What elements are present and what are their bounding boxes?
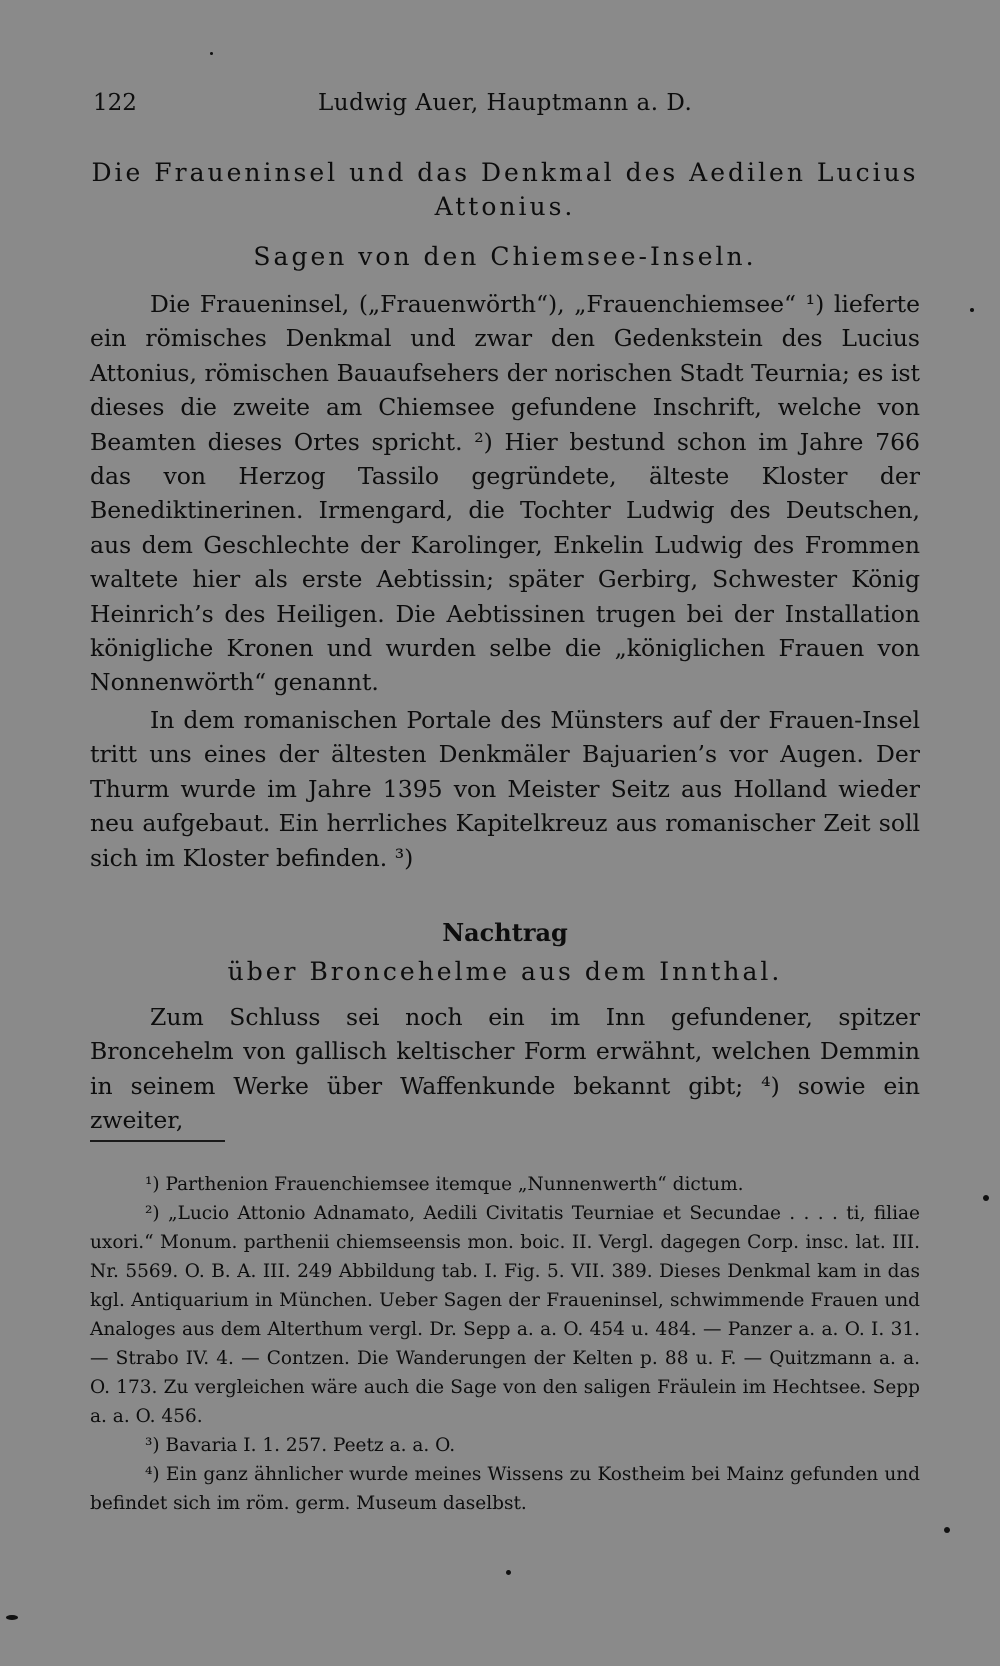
footnote: ⁴) Ein ganz ähnlicher wurde meines Wissens zu Kostheim bei Mainz gefunden und befindet sich im röm. germ. Museum daselbst. xyxy=(90,1464,920,1514)
footnotes xyxy=(90,1170,920,1518)
footnote-divider xyxy=(90,1140,225,1142)
page-number: 122 xyxy=(93,90,137,116)
body-paragraph: Die Fraueninsel, („Frauenwörth“), „Frauenchiemsee“ ¹) lieferte ein römisches Denkmal und zwar den Gedenkstein des Lucius Attonius, römischen Bauaufsehers der norischen Stadt Teurnia; es ist dieses die zweite am Chiemsee gefundene Inschrift, welche von Beamten dieses Ortes spricht. ²) Hier bestund schon im Jahre 766 das von Herzog Tassilo gegründete, älteste Kloster der Benediktinerinen. Irmengard, die Tochter Ludwig des Deutschen, aus dem Geschlechte der Karolinger, Enkelin Ludwig des Frommen waltete hier als erste Aebtissin; später Gerbirg, Schwester König Heinrich’s des Heiligen. Die Aebtissinen trugen bei der Installation königliche Kronen und wurden selbe die „königlichen Frauen von Nonnenwörth“ genannt. xyxy=(90,290,920,697)
footnote: ²) „Lucio Attonio Adnamato, Aedili Civitatis Teurniae et Secundae . . . . ti, filiae uxori.“ Monum. parthenii chiemseensis mon. boic. II. Vergl. dagegen Corp. insc. lat. III. Nr. 5569. O. B. A. III. 249 Abbildung tab. I. Fig. 5. VII. 389. Dieses Denkmal kam in das kgl. Antiquarium in München. Ueber Sagen der Fraueninsel, schwimmende Frauen und Analoges aus dem Alterthum vergl. Dr. Sepp a. a. O. 454 u. 484. — Panzer a. a. O. I. 31. — Strabo IV. 4. — Contzen. Die Wanderungen der Kelten p. 88 u. F. — Quitzmann a. a. O. 173. Zu vergleichen wäre auch die Sage von den saligen Fräulein im Hechtsee. Sepp a. a. O. 456. xyxy=(90,1203,920,1427)
scan-speck xyxy=(944,1527,950,1533)
body-paragraph: In dem romanischen Portale des Münsters auf der Frauen-Insel tritt uns eines der ältesten Denkmäler Bajuarien’s vor Augen. Der Thurm wurde im Jahre 1395 von Meister Seitz aus Holland wieder neu aufgebaut. Ein herrliches Kapitelkreuz aus romanischer Zeit soll sich im Kloster befinden. ³) xyxy=(90,706,920,872)
chapter-heading: Die Fraueninsel und das Denkmal des Aedilen Lucius Attonius. xyxy=(91,158,919,221)
section-subheading: Sagen von den Chiemsee-Inseln. xyxy=(253,242,757,271)
body-paragraph: Zum Schluss sei noch ein im Inn gefundener, spitzer Broncehelm von gallisch keltischer Form erwähnt, welchen Demmin in seinem Werke über Waffenkunde bekannt gibt; ⁴) sowie ein zweiter, xyxy=(90,1003,920,1135)
scan-speck xyxy=(6,1615,18,1620)
addendum-subheading: über Broncehelme aus dem Innthal. xyxy=(227,957,783,986)
scan-speck xyxy=(983,1195,989,1201)
scan-speck xyxy=(210,52,213,55)
running-title: Ludwig Auer, Hauptmann a. D. xyxy=(318,90,693,116)
footnote: ³) Bavaria I. 1. 257. Peetz a. a. O. xyxy=(145,1435,456,1456)
scan-speck xyxy=(506,1570,511,1575)
footnote: ¹) Parthenion Frauenchiemsee itemque „Nunnenwerth“ dictum. xyxy=(145,1174,744,1195)
addendum-heading: Nachtrag xyxy=(442,918,568,947)
scan-speck xyxy=(970,308,974,312)
running-head xyxy=(93,90,923,130)
